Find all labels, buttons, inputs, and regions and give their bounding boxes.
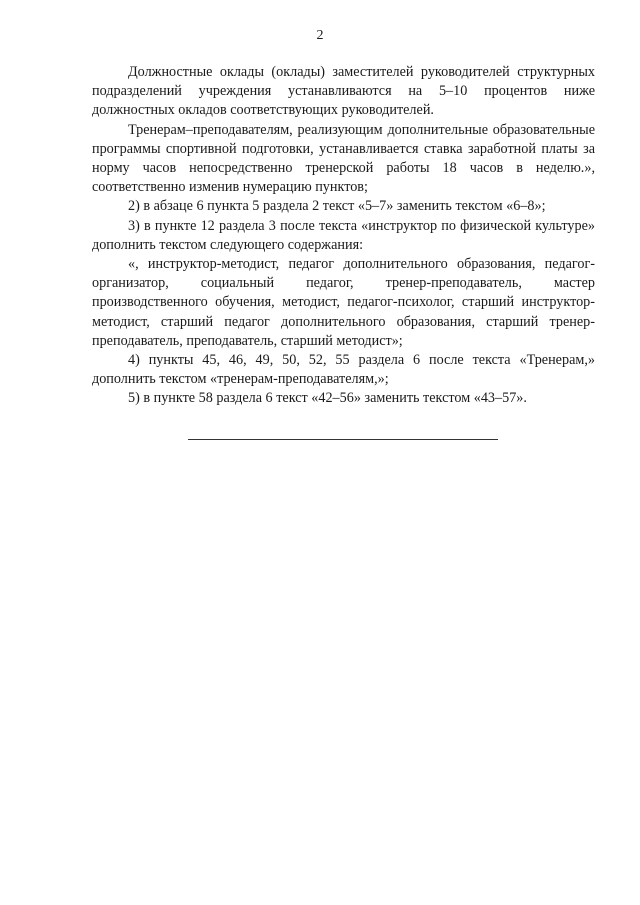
paragraph-position-list: «, инструктор-методист, педагог дополнительного образования, педагог-организатор, социальный педагог, тренер-преподаватель, мастер производственного обучения, методист, педагог-психолог, старший инструктор-методист, старший педагог дополнительного образования, старший тренер-преподаватель, преподаватель, старший методист»;: [92, 256, 595, 349]
paragraph-amendment-4: 4) пункты 45, 46, 49, 50, 52, 55 раздела 6 после текста «Тренерам,» дополнить текстом «тренерам-преподавателям,»;: [92, 352, 595, 388]
paragraph-amendment-5: 5) в пункте 58 раздела 6 текст «42–56» заменить текстом «43–57».: [128, 390, 527, 407]
paragraph-amendment-2: 2) в абзаце 6 пункта 5 раздела 2 текст «5–7» заменить текстом «6–8»;: [128, 198, 546, 215]
end-separator-line: [188, 439, 498, 440]
paragraph-amendment-3: 3) в пункте 12 раздела 3 после текста «инструктор по физической культуре» дополнить текстом следующего содержания:: [92, 217, 595, 253]
document-body: [92, 63, 595, 409]
page-number: 2: [316, 28, 324, 43]
paragraph-trainer-rate: Тренерам–преподавателям, реализующим дополнительные образовательные программы спортивной подготовки, устанавливается ставка заработной платы за норму часов непосредственно тренерской работы 18 часов в неделю.», соответственно изменив нумерацию пунктов;: [92, 121, 595, 196]
paragraph-deputy-salaries: Должностные оклады (оклады) заместителей руководителей структурных подразделений учреждения устанавливаются на 5–10 процентов ниже должностных окладов соответствующих руководителей.: [92, 64, 595, 119]
